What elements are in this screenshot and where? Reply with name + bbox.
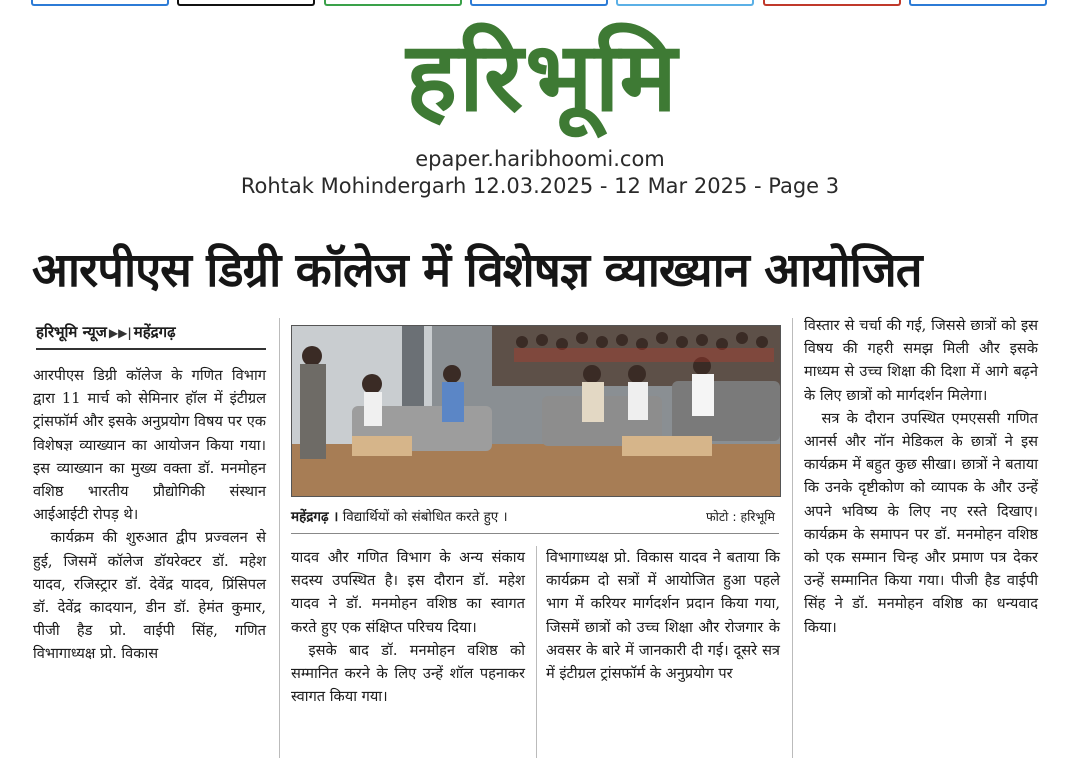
toolbar-button-2[interactable] bbox=[177, 0, 315, 6]
toolbar-button-3[interactable] bbox=[324, 0, 462, 6]
caption-text: विद्यार्थियों को संबोधित करते हुए । bbox=[342, 509, 508, 525]
paragraph: विभागाध्यक्ष प्रो. विकास यादव ने बताया कि कार्यक्रम दो सत्रों में आयोजित हुआ पहले भाग में करियर मार्गदर्शन प्रदान किया गया, जिसमें छात्रों को उच्च शिक्षा और रोजगार के अवसर के बारे में जानकारी दी गई। दूसरे सत्र में इंटीग्रल ट्रांसफॉर्म के अनुप्रयोग पर bbox=[546, 549, 780, 683]
photo-caption bbox=[291, 505, 779, 534]
paragraph: यादव और गणित विभाग के अन्य संकाय सदस्य उपस्थित है। इस दौरान डॉ. महेश यादव ने डॉ. मनमोहन वशिष्ठ का स्वागत करते हुए एक संक्षिप्त परिचय दिया। bbox=[291, 549, 525, 636]
toolbar bbox=[0, 0, 1080, 10]
article-column-2 bbox=[291, 546, 525, 708]
paragraph: सत्र के दौरान उपस्थित एमएससी गणित आनर्स और नॉन मेडिकल के छात्रों ने इस कार्यक्रम में बहुत कुछ सीखा। छात्रों ने बताया कि उनके दृष्टीकोण को व्यापक के और उन्हें अपने भविष्य के लिए नए रस्ते दिखाए। कार्यक्रम के समापन पर डॉ. मनमोहन वशिष्ठ को एक सम्मान चिन्ह और प्रमाण पत्र देकर उन्हें सम्मानित किया गया। पीजी हैड वाईपी सिंह ने डॉ. मनमोहन वशिष्ठ का धन्यवाद किया। bbox=[804, 409, 1038, 636]
article-column-1 bbox=[33, 364, 266, 666]
article-column-3 bbox=[546, 546, 780, 685]
toolbar-button-6[interactable] bbox=[763, 0, 901, 6]
article-photo bbox=[291, 325, 781, 497]
toolbar-button-1[interactable] bbox=[31, 0, 169, 6]
toolbar-button-7[interactable] bbox=[909, 0, 1047, 6]
photo-credit: फोटो : हरिभूमि bbox=[705, 509, 775, 524]
newspaper-logo: हरिभूमि bbox=[406, 21, 679, 133]
paragraph: विस्तार से चर्चा की गई, जिससे छात्रों को इस विषय की गहरी समझ मिली और इसके माध्यम से उच्च शिक्षा की दिशा में आगे बढ़ने के लिए छात्रों को मार्गदर्शन मिलेगा। bbox=[804, 317, 1038, 404]
edition-line: Rohtak Mohindergarh 12.03.2025 - 12 Mar 2025 - Page 3 bbox=[240, 174, 840, 198]
caption-place: महेंद्रगढ़ । bbox=[291, 509, 339, 525]
byline-separator: ▶▶| bbox=[108, 326, 132, 340]
column-divider bbox=[279, 318, 280, 758]
article-headline: आरपीएस डिग्री कॉलेज में विशेषज्ञ व्याख्यान आयोजित bbox=[32, 243, 922, 298]
byline-source: हरिभूमि न्यूज bbox=[36, 323, 107, 341]
toolbar-button-5[interactable] bbox=[616, 0, 754, 6]
column-divider bbox=[792, 318, 793, 758]
paragraph: कार्यक्रम की शुरुआत द्वीप प्रज्वलन से हुई, जिसमें कॉलेज डॉयरेक्टर डॉ. महेश यादव, रजिस्ट्रार डॉ. देवेंद्र यादव, प्रिंसिपल डॉ. देवेंद्र कादयान, डीन डॉ. हेमंत कुमार, पीजी हैड प्रो. वाईपी सिंह, गणित विभागाध्यक्ष प्रो. विकास bbox=[33, 529, 266, 663]
byline bbox=[36, 318, 266, 350]
paragraph: इसके बाद डॉ. मनमोहन वशिष्ठ को सम्मानित करने के लिए उन्हें शॉल पहनाकर स्वागत किया गया। bbox=[291, 641, 525, 706]
toolbar-button-4[interactable] bbox=[470, 0, 608, 6]
byline-place: महेंद्रगढ़ bbox=[133, 323, 176, 341]
article-column-4 bbox=[804, 314, 1038, 639]
column-divider bbox=[536, 546, 537, 758]
site-url: epaper.haribhoomi.com bbox=[415, 147, 665, 171]
paragraph: आरपीएस डिग्री कॉलेज के गणित विभाग द्वारा 11 मार्च को सेमिनार हॉल में इंटीग्रल ट्रांसफॉर्म और इसके अनुप्रयोग विषय पर एक विशेषज्ञ व्याख्यान का आयोजन किया गया। इस व्याख्यान का मुख्य वक्ता डॉ. मनमोहन वशिष्ठ भारतीय प्रौद्योगिकी संस्थान आईआईटी रोपड़ थे। bbox=[33, 367, 266, 524]
